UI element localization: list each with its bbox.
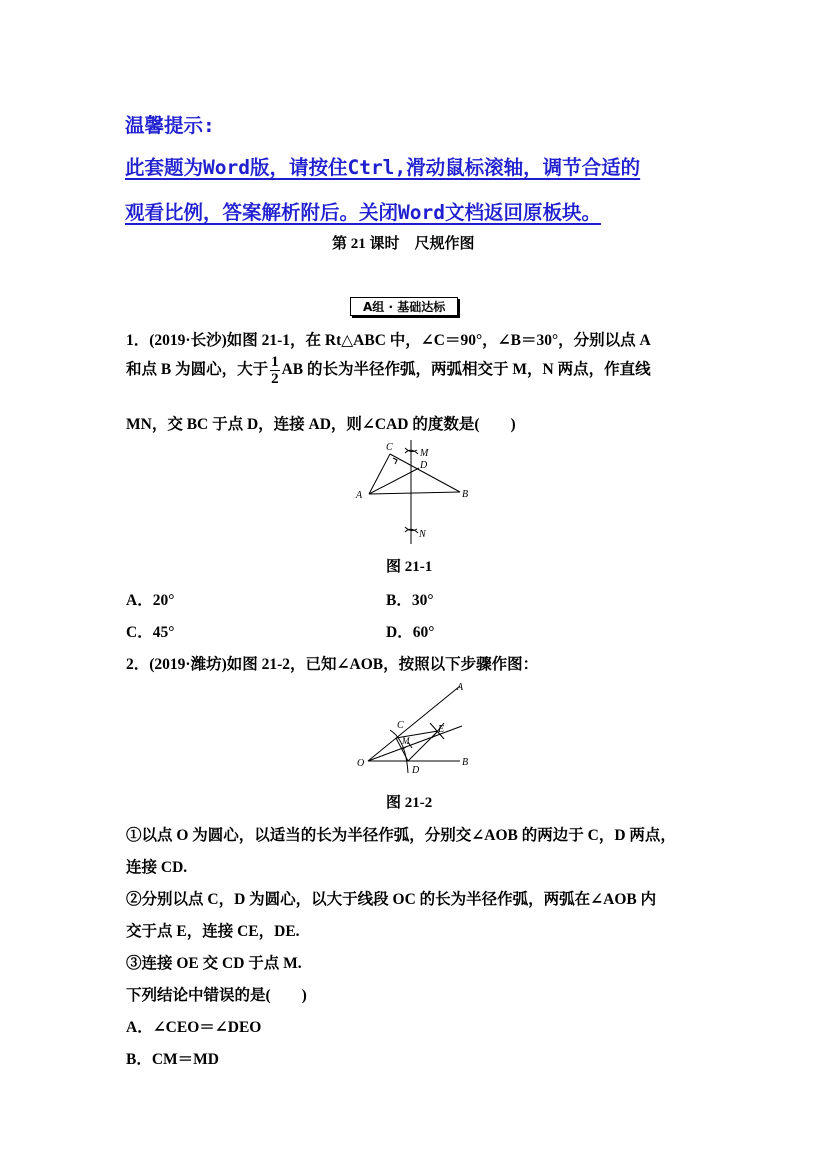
q1-line-2-pre: 和点 B 为圆心，大于 xyxy=(126,361,269,379)
label-c: C xyxy=(397,720,404,731)
label-m: M xyxy=(402,736,410,746)
q2-option-b[interactable]: B．CM＝MD xyxy=(126,1051,219,1068)
figure-21-2 xyxy=(350,678,480,780)
label-e: E xyxy=(438,724,445,735)
label-a: A xyxy=(457,682,464,693)
q1-option-a[interactable]: A．20° xyxy=(126,592,175,609)
figure-21-1 xyxy=(350,440,480,548)
ray-oe xyxy=(368,726,462,761)
q1-option-c[interactable]: C．45° xyxy=(126,624,175,641)
segment-ab xyxy=(369,492,460,494)
label-n: N xyxy=(419,529,426,540)
label-d: D xyxy=(420,460,428,471)
q2-step-3: ③连接 OE 交 CD 于点 M. xyxy=(126,955,302,972)
label-b: B xyxy=(462,489,469,500)
label-d: D xyxy=(412,765,420,776)
tip-line-2[interactable]: 观看比例，答案解析附后。关闭Word文档返回原板块。 xyxy=(125,201,601,224)
q2-step-2-b: 交于点 E，连接 CE，DE. xyxy=(126,923,300,940)
q2-option-a[interactable]: A．∠CEO＝∠DEO xyxy=(126,1019,262,1036)
q1-option-b[interactable]: B．30° xyxy=(386,592,434,609)
label-m: M xyxy=(420,448,429,459)
label-b: B xyxy=(462,757,469,768)
q2-step-2-a: ②分别以点 C，D 为圆心，以大于线段 OC 的长为半径作弧，两弧在∠AOB 内 xyxy=(126,891,657,908)
q2-step-1-a: ①以点 O 为圆心，以适当的长为半径作弧，分别交∠AOB 的两边于 C，D 两点， xyxy=(126,827,676,844)
ray-oa xyxy=(368,686,460,761)
figure-21-1-caption: 图 21-1 xyxy=(386,559,433,575)
tip-heading: 温馨提示: xyxy=(125,114,215,137)
right-angle-mark xyxy=(393,458,397,464)
label-a: A xyxy=(356,490,363,501)
q2-line-1: 2．(2019·潍坊)如图 21-2，已知∠AOB，按照以下步骤作图： xyxy=(126,656,539,673)
figure-21-2-caption: 图 21-2 xyxy=(386,795,433,811)
q2-prompt: 下列结论中错误的是( ) xyxy=(126,987,307,1004)
q1-line-2 xyxy=(126,354,651,387)
tip-line-1[interactable]: 此套题为Word版，请按住Ctrl,滑动鼠标滚轴，调节合适的 xyxy=(125,156,641,179)
q1-line-2-post: AB 的长为半径作弧，两弧相交于 M，N 两点，作直线 xyxy=(281,361,651,379)
section-badge: A组 · 基础达标 xyxy=(350,297,458,316)
label-c: C xyxy=(386,442,393,453)
q1-option-d[interactable]: D．60° xyxy=(386,624,435,641)
q1-line-1: 1．(2019·长沙)如图 21-1，在 Rt△ABC 中，∠C＝90°，∠B＝30°，分别以点 A xyxy=(126,332,651,349)
fraction-one-half: $\frac{1}{2}$ xyxy=(271,354,279,387)
q2-step-1-b: 连接 CD. xyxy=(126,859,188,876)
lesson-title: 第 21 课时 尺规作图 xyxy=(332,236,475,252)
label-o: O xyxy=(357,758,365,769)
q1-line-3: MN，交 BC 于点 D，连接 AD，则∠CAD 的度数是( ) xyxy=(126,416,516,433)
